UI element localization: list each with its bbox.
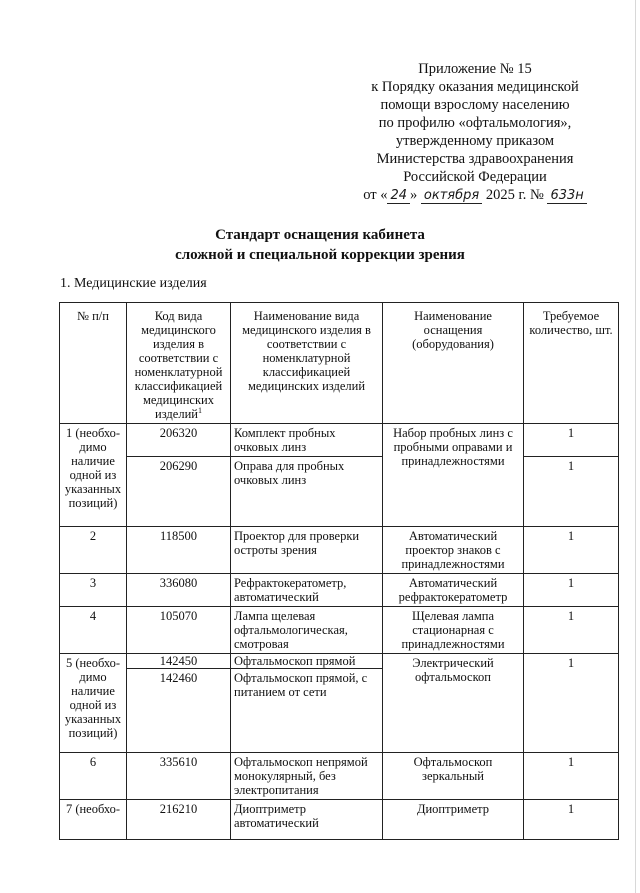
row-name: Офтальмоскоп непрямой монокулярный, без электропитания <box>231 753 383 800</box>
row-qty: 1 <box>524 607 619 654</box>
table-row <box>60 424 619 457</box>
table-row <box>60 527 619 574</box>
appendix-line: Приложение № 15 <box>418 61 532 77</box>
row-code: 142460 <box>127 669 231 753</box>
header-equipment: Наименование оснащения (оборудования) <box>383 303 524 424</box>
row-equipment: Автоматический рефрактокератометр <box>383 574 524 607</box>
row-equipment: Электрический офтальмоскоп <box>383 654 524 753</box>
handwritten-month: октября <box>421 188 482 204</box>
row-code: 118500 <box>127 527 231 574</box>
row-qty: 1 <box>524 574 619 607</box>
row-code: 335610 <box>127 753 231 800</box>
row-equipment: Автоматический проектор знаков с принадлежностями <box>383 527 524 574</box>
footnote-mark: 1 <box>197 405 202 415</box>
row-num: 5 (необхо-димо наличие одной из указанных позиций) <box>60 654 127 753</box>
table-row <box>60 607 619 654</box>
row-name: Лампа щелевая офтальмологическая, смотровая <box>231 607 383 654</box>
table-row <box>60 457 619 527</box>
row-code: 206320 <box>127 424 231 457</box>
appendix-line: утвержденному приказом <box>395 133 555 149</box>
row-code: 336080 <box>127 574 231 607</box>
row-name: Офтальмоскоп прямой, с питанием от сети <box>231 669 383 753</box>
appendix-line: помощи взрослому населению <box>380 97 570 113</box>
row-num: 4 <box>60 607 127 654</box>
equipment-table <box>59 302 619 840</box>
date-prefix: от « <box>363 187 388 203</box>
row-num: 6 <box>60 753 127 800</box>
row-num: 2 <box>60 527 127 574</box>
header-num: № п/п <box>60 303 127 424</box>
row-name: Диоптриметр автоматический <box>231 800 383 840</box>
date-mid: » <box>410 187 418 203</box>
table-row <box>60 654 619 669</box>
row-qty: 1 <box>524 424 619 457</box>
row-qty: 1 <box>524 457 619 527</box>
table-row <box>60 800 619 840</box>
row-equipment: Щелевая лампа стационарная с принадлежностями <box>383 607 524 654</box>
row-code: 142450 <box>127 654 231 669</box>
appendix-header <box>330 60 620 205</box>
table-header-row <box>60 303 619 424</box>
handwritten-day: 24 <box>387 188 410 204</box>
appendix-line: Министерства здравоохранения <box>376 151 574 167</box>
row-qty: 1 <box>524 753 619 800</box>
date-year: 2025 г. № <box>485 187 544 203</box>
row-name: Комплект пробных очковых линз <box>231 424 383 457</box>
order-date-line <box>330 186 620 205</box>
title-line-1: Стандарт оснащения кабинета <box>215 227 425 243</box>
appendix-line: к Порядку оказания медицинской <box>371 79 579 95</box>
row-name: Оправа для пробных очковых линз <box>231 457 383 527</box>
row-num: 7 (необхо- <box>60 800 127 840</box>
row-code: 206290 <box>127 457 231 527</box>
header-name: Наименование вида медицинского изделия в соответствии с номенклатурной классификацией медицинских изделий <box>231 303 383 424</box>
row-name: Проектор для проверки остроты зрения <box>231 527 383 574</box>
appendix-line: Российской Федерации <box>403 169 547 185</box>
header-code <box>127 303 231 424</box>
row-num: 3 <box>60 574 127 607</box>
row-equipment: Набор пробных линз с пробными оправами и принадлежностями <box>383 424 524 527</box>
table-row <box>60 574 619 607</box>
row-qty: 1 <box>524 800 619 840</box>
row-code: 216210 <box>127 800 231 840</box>
row-qty: 1 <box>524 527 619 574</box>
page-edge <box>635 0 636 893</box>
document-title <box>0 225 640 265</box>
row-code: 105070 <box>127 607 231 654</box>
appendix-line: по профилю «офтальмология», <box>378 115 572 131</box>
header-code-text: Код вида медицинского изделия в соответствии с номенклатурной классификацией медицинских изделий <box>134 309 223 421</box>
row-qty: 1 <box>524 654 619 753</box>
row-equipment: Офтальмоскоп зеркальный <box>383 753 524 800</box>
header-qty: Требуемое количество, шт. <box>524 303 619 424</box>
section-label: 1. Медицинские изделия <box>60 276 207 291</box>
row-name: Рефрактокератометр, автоматический <box>231 574 383 607</box>
row-name: Офтальмоскоп прямой <box>231 654 383 669</box>
title-line-2: сложной и специальной коррекции зрения <box>175 247 465 263</box>
row-equipment: Диоптриметр <box>383 800 524 840</box>
table-row <box>60 753 619 800</box>
row-num: 1 (необхо-димо наличие одной из указанных позиций) <box>60 424 127 527</box>
handwritten-number: 633н <box>547 188 586 204</box>
